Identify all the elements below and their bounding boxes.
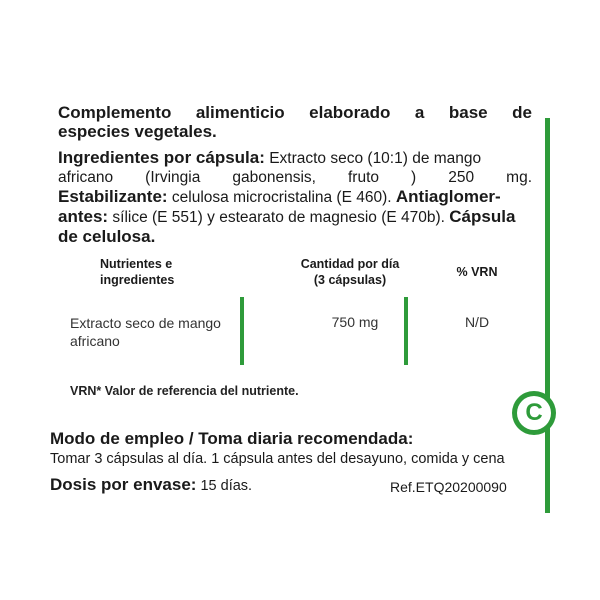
dose-label: Dosis por envase: [50,475,197,494]
anticaking-line [58,207,532,227]
row-name [70,314,245,350]
header-nutrients [100,256,240,288]
intro-text [58,103,532,141]
usage-text: Tomar 3 cápsulas al día. 1 cápsula antes del desayuno, comida y cena [50,451,505,467]
capsule-label-1: Cápsula [449,207,516,226]
ingredients-block [58,148,532,246]
anticaking-label-2: antes: [58,207,109,226]
green-edge-line [545,118,550,513]
dose-value: 15 días. [196,478,253,494]
usage-title: Modo de empleo / Toma diaria recomendada: [50,429,414,448]
row-name-line-1: Extracto seco de mango [70,315,221,331]
header-nutrients-line-1: Nutrientes e [100,257,173,271]
circle-badge-icon [512,391,556,435]
header-amount-line-1: Cantidad por día [300,257,400,271]
row-vrn: N/D [464,314,490,330]
ingredients-label: Ingredientes por cápsula: [58,148,265,167]
header-vrn: % VRN [456,265,498,279]
row-name-line-2: africano [70,333,120,349]
stabilizer-line [58,187,532,207]
stabilizer-text: celulosa microcristalina (E 460). [167,189,396,206]
intro-line-2: especies vegetales. [58,122,217,141]
row-amount: 750 mg [331,314,379,330]
intro-line-1: Complemento alimenticio elaborado a base de [58,103,532,122]
header-amount-line-2: (3 cápsulas) [313,273,387,287]
capsule-label-2: de celulosa. [58,227,156,246]
dose-line [50,475,252,495]
anticaking-label-1: Antiaglomer- [395,187,501,206]
ingredients-line-1 [58,148,532,168]
header-amount [290,256,410,288]
reference-code: Ref.ETQ20200090 [390,479,507,495]
stabilizer-label: Estabilizante: [58,187,168,206]
ingredients-line-2: africano (Irvingia gabonensis, fruto ) 250 mg. [58,169,532,186]
column-divider [404,297,408,365]
header-nutrients-line-2: ingredientes [100,273,175,287]
vrn-footnote: VRN* Valor de referencia del nutriente. [70,384,299,398]
anticaking-text: sílice (E 551) y estearato de magnesio (E 470b). [108,209,450,226]
badge-letter: C [517,396,551,430]
ingredients-text: Extracto seco (10:1) de mango [264,150,482,167]
